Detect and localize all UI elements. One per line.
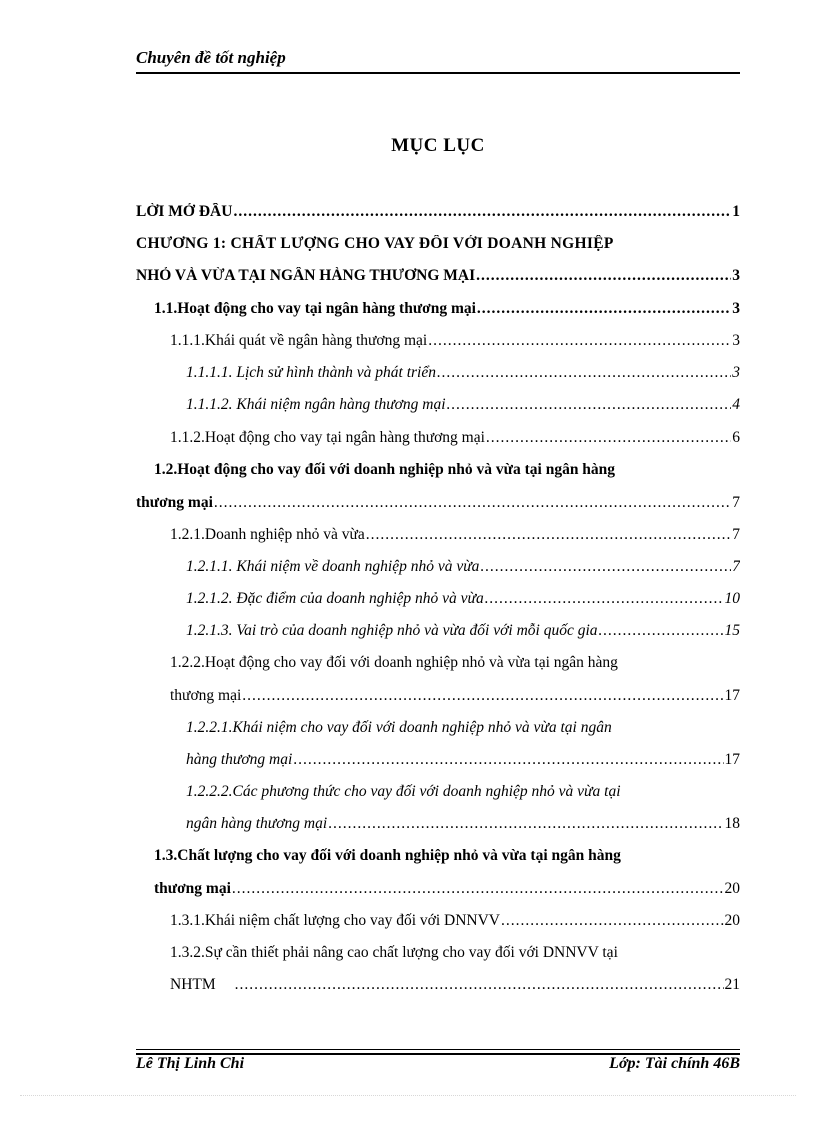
- toc-entry-text: 1.2.2.1.Khái niệm cho vay đối với doanh nghiệp nhỏ và vừa tại ngân: [186, 719, 612, 736]
- toc-entry-text: 1.2.Hoạt động cho vay đối với doanh nghiệp nhỏ và vừa tại ngân hàng: [154, 461, 616, 478]
- toc-entry[interactable]: [186, 590, 740, 612]
- toc-entry[interactable]: [186, 783, 740, 805]
- toc-leader: [486, 429, 731, 447]
- toc-entry[interactable]: [170, 526, 740, 548]
- toc-leader: [293, 751, 723, 769]
- toc-entry[interactable]: [186, 751, 740, 773]
- toc-leader: [477, 300, 731, 318]
- toc-page-number: 15: [724, 622, 740, 639]
- toc-page-number: 18: [724, 815, 740, 832]
- toc-entry[interactable]: [136, 494, 740, 516]
- toc-entry-text: 1.3.1.Khái niệm chất lượng cho vay đối với DNNVV: [170, 912, 501, 929]
- toc-entry[interactable]: [136, 235, 740, 257]
- toc-entry[interactable]: [186, 719, 740, 741]
- toc-entry-text: 1.2.1.1. Khái niệm về doanh nghiệp nhỏ và vừa: [186, 558, 480, 575]
- toc-entry-text: thương mại: [154, 880, 231, 897]
- toc-entry-text: 1.2.1.2. Đặc điểm của doanh nghiệp nhỏ và vừa: [186, 590, 484, 607]
- toc-entry[interactable]: [154, 300, 740, 322]
- toc-leader: [501, 912, 723, 930]
- toc-entry-text: 1.2.1.3. Vai trò của doanh nghiệp nhỏ và vừa đối với mỗi quốc gia: [186, 622, 598, 639]
- toc-entry[interactable]: [186, 815, 740, 837]
- toc-entry[interactable]: [136, 267, 740, 289]
- toc-entry[interactable]: [186, 622, 740, 644]
- toc-entry-text: ngân hàng thương mại: [186, 815, 328, 832]
- header-rule: [136, 72, 740, 74]
- toc-entry[interactable]: [170, 332, 740, 354]
- toc-entry-text: 1.2.2.2.Các phương thức cho vay đối với doanh nghiệp nhỏ và vừa tại: [186, 783, 621, 800]
- toc-page-number: 20: [724, 912, 740, 929]
- toc-page-number: 4: [732, 396, 740, 413]
- toc-entry-text: 1.1.1.1. Lịch sử hình thành và phát triển: [186, 364, 436, 381]
- footer-rule-thin: [136, 1049, 740, 1050]
- toc-entry-text: NHTM: [170, 976, 216, 993]
- toc-leader: [480, 558, 731, 576]
- toc-leader: [476, 267, 731, 285]
- toc-leader: [232, 880, 724, 898]
- toc-entry-text: CHƯƠNG 1: CHẤT LƯỢNG CHO VAY ĐỐI VỚI DOANH NGHIỆP: [136, 235, 614, 252]
- toc-entry-text: 1.3.Chất lượng cho vay đối với doanh nghiệp nhỏ và vừa tại ngân hàng: [154, 847, 621, 864]
- toc-entry-text: 1.1.2.Hoạt động cho vay tại ngân hàng thương mại: [170, 429, 485, 446]
- toc-entry[interactable]: [170, 654, 740, 676]
- toc-leader: [447, 396, 732, 414]
- toc-entry-text: 1.1.1.2. Khái niệm ngân hàng thương mại: [186, 396, 446, 413]
- toc-leader: [599, 622, 724, 640]
- toc-page-number: 7: [732, 558, 740, 575]
- toc-page-number: 3: [732, 300, 740, 317]
- toc-page-number: 1: [732, 203, 740, 220]
- toc-entry[interactable]: [154, 461, 740, 483]
- toc-entry-text: 1.1.Hoạt động cho vay tại ngân hàng thương mại: [154, 300, 476, 317]
- toc-page-number: 17: [724, 751, 740, 768]
- toc-page-number: 7: [732, 526, 740, 543]
- toc-leader: [214, 494, 731, 512]
- toc-entry-text: LỜI MỞ ĐẦU: [136, 203, 233, 220]
- toc-leader: [242, 687, 723, 705]
- toc-entry[interactable]: [186, 364, 740, 386]
- footer-class: Lớp: Tài chính 46B: [609, 1055, 740, 1072]
- toc-entry[interactable]: [170, 976, 740, 998]
- toc-page-number: 10: [724, 590, 740, 607]
- toc-entry-text: thương mại: [136, 494, 213, 511]
- toc-entry-text: 1.2.1.Doanh nghiệp nhỏ và vừa: [170, 526, 365, 543]
- toc-page-number: 7: [732, 494, 740, 511]
- toc-page-number: 3: [732, 364, 740, 381]
- toc-entry[interactable]: [170, 944, 740, 966]
- toc-page-number: 17: [724, 687, 740, 704]
- toc-page-number: 3: [732, 332, 740, 349]
- toc-entry-text: hàng thương mại: [186, 751, 293, 768]
- footer-author: Lê Thị Linh Chi: [136, 1055, 245, 1072]
- toc-entry[interactable]: [154, 847, 740, 869]
- toc-entry-text: thương mại: [170, 687, 242, 704]
- toc-page-number: 20: [724, 880, 740, 897]
- page-edge: [20, 1095, 796, 1096]
- toc-leader: [437, 364, 731, 382]
- toc-entry-text: 1.2.2.Hoạt động cho vay đối với doanh nghiệp nhỏ và vừa tại ngân hàng: [170, 654, 618, 671]
- toc-entry[interactable]: [186, 396, 740, 418]
- toc-entry-text: 1.3.2.Sự cần thiết phải nâng cao chất lượng cho vay đối với DNNVV tại: [170, 944, 618, 961]
- toc-page-number: 6: [732, 429, 740, 446]
- toc-entry-text: 1.1.1.Khái quát về ngân hàng thương mại: [170, 332, 428, 349]
- toc-entry[interactable]: [170, 687, 740, 709]
- toc-entry[interactable]: [154, 880, 740, 902]
- toc-leader: [233, 203, 731, 221]
- toc-leader: [235, 976, 724, 994]
- toc-entry[interactable]: [136, 203, 740, 225]
- toc-entry[interactable]: [186, 558, 740, 580]
- toc-page-number: 3: [732, 267, 740, 284]
- toc-leader: [328, 815, 723, 833]
- toc-leader: [366, 526, 731, 544]
- toc-page-number: 21: [724, 976, 740, 993]
- toc-leader: [485, 590, 724, 608]
- page-title: MỤC LỤC: [391, 135, 485, 156]
- document-header: Chuyên đề tốt nghiệp: [136, 48, 286, 67]
- toc-leader: [428, 332, 731, 350]
- toc-entry-text: NHỎ VÀ VỪA TẠI NGÂN HÀNG THƯƠNG MẠI: [136, 267, 476, 284]
- toc-entry[interactable]: [170, 429, 740, 451]
- toc-entry[interactable]: [170, 912, 740, 934]
